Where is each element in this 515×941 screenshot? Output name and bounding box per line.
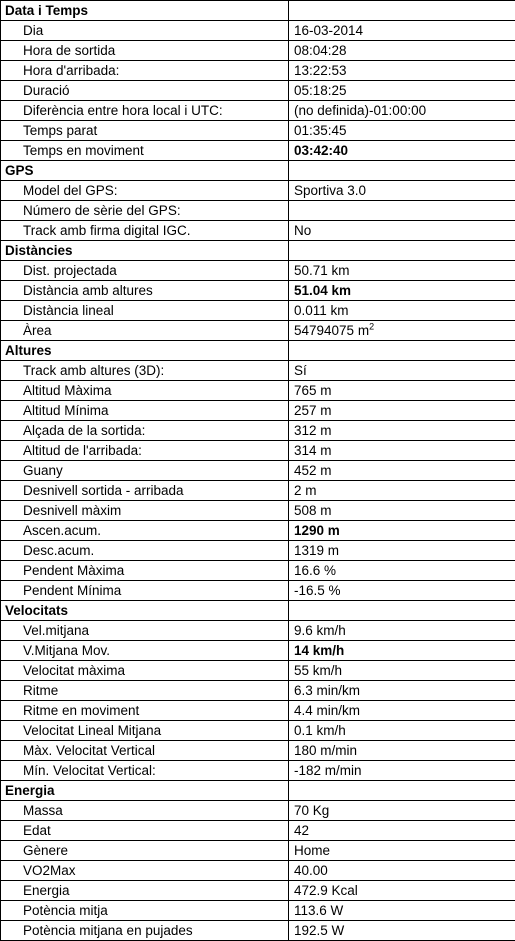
section-title: Energia <box>1 781 289 801</box>
row-label: Hora d'arribada: <box>1 61 289 81</box>
table-row <box>1 581 515 601</box>
section-header-blank <box>289 341 515 361</box>
table-row <box>1 441 515 461</box>
row-value: 765 m <box>289 381 515 401</box>
table-row <box>1 801 515 821</box>
row-label: Mín. Velocitat Vertical: <box>1 761 289 781</box>
row-value: 50.71 km <box>289 261 515 281</box>
row-label: Desc.acum. <box>1 541 289 561</box>
table-row <box>1 261 515 281</box>
section-header-distancies <box>1 241 515 261</box>
row-label: Altitud de l'arribada: <box>1 441 289 461</box>
row-value: 01:35:45 <box>289 121 515 141</box>
section-header-blank <box>289 1 515 21</box>
row-value: 0.1 km/h <box>289 721 515 741</box>
row-label: Massa <box>1 801 289 821</box>
row-label: Duració <box>1 81 289 101</box>
row-label: Màx. Velocitat Vertical <box>1 741 289 761</box>
row-value: 55 km/h <box>289 661 515 681</box>
table-row <box>1 821 515 841</box>
row-label: Dia <box>1 21 289 41</box>
table-row <box>1 61 515 81</box>
row-value: 257 m <box>289 401 515 421</box>
section-header-velocitats <box>1 601 515 621</box>
row-value: Sportiva 3.0 <box>289 181 515 201</box>
row-value: Sí <box>289 361 515 381</box>
row-label: Ascen.acum. <box>1 521 289 541</box>
table-row <box>1 501 515 521</box>
table-row <box>1 741 515 761</box>
row-label: Potència mitjana en pujades <box>1 921 289 941</box>
row-value: -182 m/min <box>289 761 515 781</box>
row-label: Pendent Màxima <box>1 561 289 581</box>
table-row <box>1 101 515 121</box>
table-row <box>1 21 515 41</box>
row-value: 113.6 W <box>289 901 515 921</box>
table-row <box>1 41 515 61</box>
section-title: Velocitats <box>1 601 289 621</box>
row-label: Velocitat Lineal Mitjana <box>1 721 289 741</box>
table-row <box>1 921 515 941</box>
table-row <box>1 881 515 901</box>
section-title: Data i Temps <box>1 1 289 21</box>
row-label: Model del GPS: <box>1 181 289 201</box>
row-value <box>289 201 515 221</box>
row-value: -16.5 % <box>289 581 515 601</box>
row-value: 1290 m <box>289 521 515 541</box>
row-value: 05:18:25 <box>289 81 515 101</box>
row-value: 70 Kg <box>289 801 515 821</box>
row-value: 314 m <box>289 441 515 461</box>
table-row <box>1 221 515 241</box>
row-value: 312 m <box>289 421 515 441</box>
track-stats-body <box>1 1 515 941</box>
row-label: Número de sèrie del GPS: <box>1 201 289 221</box>
section-header-gps <box>1 161 515 181</box>
table-row <box>1 461 515 481</box>
row-label: Track amb firma digital IGC. <box>1 221 289 241</box>
table-row <box>1 841 515 861</box>
table-row <box>1 641 515 661</box>
row-value: 40.00 <box>289 861 515 881</box>
row-value-superscript: 2 <box>369 321 375 332</box>
table-row <box>1 621 515 641</box>
table-row <box>1 901 515 921</box>
section-title: Altures <box>1 341 289 361</box>
row-value: 180 m/min <box>289 741 515 761</box>
table-row <box>1 121 515 141</box>
section-header-blank <box>289 161 515 181</box>
row-label: Àrea <box>1 321 289 341</box>
row-label: Ritme en moviment <box>1 701 289 721</box>
table-row <box>1 81 515 101</box>
row-label: Velocitat màxima <box>1 661 289 681</box>
row-label: Alçada de la sortida: <box>1 421 289 441</box>
row-label: Desnivell màxim <box>1 501 289 521</box>
row-value: 192.5 W <box>289 921 515 941</box>
table-row <box>1 301 515 321</box>
table-row <box>1 861 515 881</box>
table-row <box>1 401 515 421</box>
row-label: Altitud Mínima <box>1 401 289 421</box>
table-row <box>1 561 515 581</box>
row-label: Desnivell sortida - arribada <box>1 481 289 501</box>
row-value: 0.011 km <box>289 301 515 321</box>
row-value: 14 km/h <box>289 641 515 661</box>
table-row <box>1 681 515 701</box>
section-title: Distàncies <box>1 241 289 261</box>
row-label: Distància amb altures <box>1 281 289 301</box>
row-value: 03:42:40 <box>289 141 515 161</box>
row-label: Pendent Mínima <box>1 581 289 601</box>
table-row <box>1 201 515 221</box>
row-label: Potència mitja <box>1 901 289 921</box>
table-row <box>1 661 515 681</box>
row-label: Altitud Màxima <box>1 381 289 401</box>
row-label: Gènere <box>1 841 289 861</box>
row-label: Vel.mitjana <box>1 621 289 641</box>
table-row <box>1 181 515 201</box>
row-label: Temps en moviment <box>1 141 289 161</box>
table-row <box>1 381 515 401</box>
row-value <box>289 321 515 341</box>
row-label: Ritme <box>1 681 289 701</box>
section-title: GPS <box>1 161 289 181</box>
row-label: Dist. projectada <box>1 261 289 281</box>
row-value: 6.3 min/km <box>289 681 515 701</box>
row-value: 16-03-2014 <box>289 21 515 41</box>
row-value: 4.4 min/km <box>289 701 515 721</box>
row-label: Diferència entre hora local i UTC: <box>1 101 289 121</box>
section-header-blank <box>289 601 515 621</box>
table-row <box>1 421 515 441</box>
row-value: No <box>289 221 515 241</box>
table-row <box>1 361 515 381</box>
row-label: Temps parat <box>1 121 289 141</box>
row-value: 9.6 km/h <box>289 621 515 641</box>
row-label: Distància lineal <box>1 301 289 321</box>
table-row <box>1 141 515 161</box>
row-value: (no definida)-01:00:00 <box>289 101 515 121</box>
row-value: 508 m <box>289 501 515 521</box>
row-value: 1319 m <box>289 541 515 561</box>
table-row <box>1 761 515 781</box>
row-label: Hora de sortida <box>1 41 289 61</box>
table-row <box>1 521 515 541</box>
table-row <box>1 541 515 561</box>
row-value: 452 m <box>289 461 515 481</box>
row-value-text: 54794075 m <box>294 323 370 338</box>
row-value: 472.9 Kcal <box>289 881 515 901</box>
row-label: Track amb altures (3D): <box>1 361 289 381</box>
section-header-altures <box>1 341 515 361</box>
row-label: Guany <box>1 461 289 481</box>
table-row <box>1 321 515 341</box>
section-header-blank <box>289 781 515 801</box>
row-label: Energia <box>1 881 289 901</box>
section-header-energia <box>1 781 515 801</box>
row-value: 08:04:28 <box>289 41 515 61</box>
table-row <box>1 701 515 721</box>
section-header-data-i-temps <box>1 1 515 21</box>
row-label: VO2Max <box>1 861 289 881</box>
table-row <box>1 481 515 501</box>
row-value: Home <box>289 841 515 861</box>
row-value: 42 <box>289 821 515 841</box>
row-value: 13:22:53 <box>289 61 515 81</box>
table-row <box>1 721 515 741</box>
row-label: V.Mitjana Mov. <box>1 641 289 661</box>
row-value: 16.6 % <box>289 561 515 581</box>
row-label: Edat <box>1 821 289 841</box>
section-header-blank <box>289 241 515 261</box>
row-value: 2 m <box>289 481 515 501</box>
table-row <box>1 281 515 301</box>
row-value: 51.04 km <box>289 281 515 301</box>
